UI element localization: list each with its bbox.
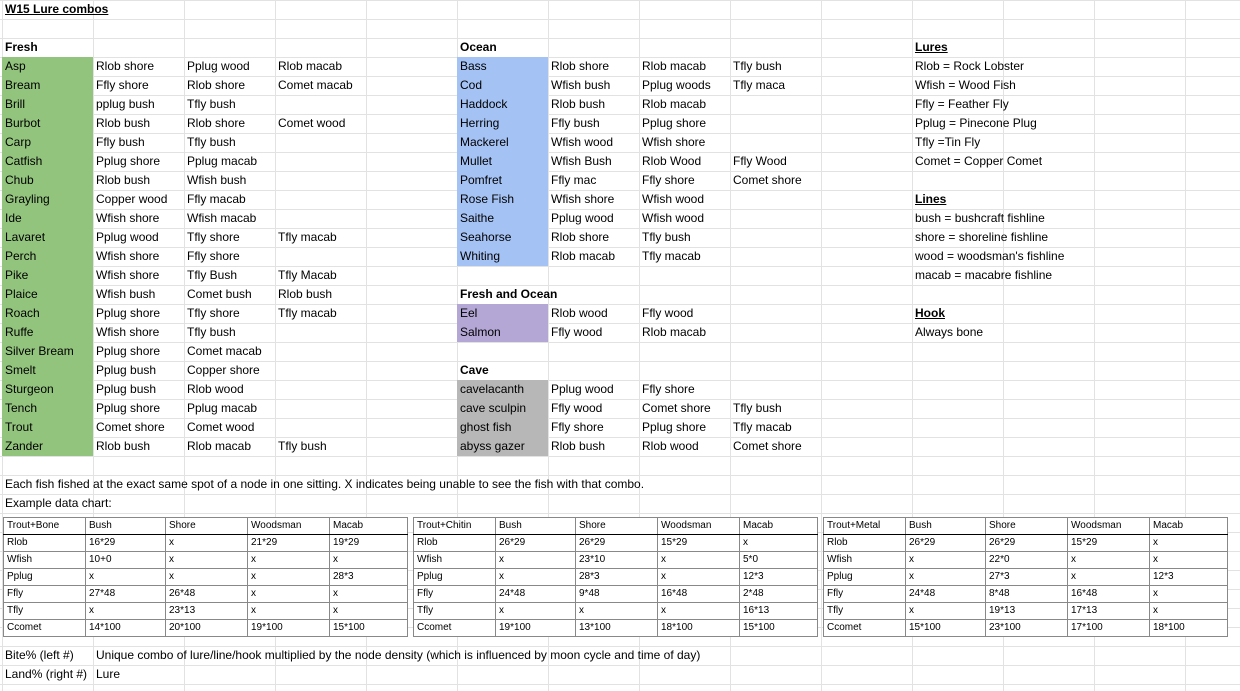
fresh-fish-cell[interactable]: Ide	[2, 209, 93, 228]
table-cell: 19*13	[986, 603, 1068, 620]
fresh-fish-cell[interactable]: Roach	[2, 304, 93, 323]
table-cell: 23*13	[166, 603, 248, 620]
table-row	[414, 552, 818, 569]
combo-cell[interactable]: Ffly macab	[187, 192, 246, 206]
table-cell: 2*48	[740, 586, 818, 603]
lure-definition[interactable]: Pplug = Pinecone Plug	[915, 116, 1037, 130]
table-cell: 28*3	[330, 569, 408, 586]
table-row	[414, 535, 818, 552]
combo-cell[interactable]: Wfish wood	[642, 192, 705, 206]
table-cell: x	[496, 552, 576, 569]
combo-cell[interactable]: Ffly shore	[96, 78, 149, 92]
table-row	[824, 603, 1228, 620]
table-cell: 16*29	[86, 535, 166, 552]
table-cell: 18*100	[658, 620, 740, 637]
combo-cell[interactable]: Pplug macab	[187, 154, 258, 168]
table-cell: Rlob	[4, 535, 86, 552]
fresh-fish-cell[interactable]: Grayling	[2, 190, 93, 209]
table-cell: 24*48	[496, 586, 576, 603]
table-cell: 27*48	[86, 586, 166, 603]
combo-cell[interactable]: Wfish wood	[642, 211, 705, 225]
table-cell: x	[248, 569, 330, 586]
table-row	[414, 603, 818, 620]
combo-cell[interactable]: Tfly bush	[278, 439, 327, 453]
table-cell: Tfly	[824, 603, 906, 620]
combo-cell[interactable]: Pplug wood	[96, 230, 159, 244]
combo-cell[interactable]: Wfish shore	[96, 268, 160, 282]
combo-cell[interactable]: Rlob bush	[96, 439, 151, 453]
combo-cell[interactable]: Ffly bush	[551, 116, 600, 130]
combo-cell[interactable]: Copper shore	[187, 363, 260, 377]
table-row	[414, 586, 818, 603]
combo-cell[interactable]: Tfly bush	[642, 230, 691, 244]
hook-definition[interactable]: Always bone	[915, 325, 984, 339]
table-cell: 15*100	[906, 620, 986, 637]
combo-cell[interactable]: Comet shore	[642, 401, 711, 415]
combo-cell[interactable]: Pplug woods	[642, 78, 711, 92]
combo-cell[interactable]: Comet shore	[733, 173, 802, 187]
combo-cell[interactable]: Ffly wood	[642, 306, 694, 320]
fresh-ocean-fish-cell[interactable]: Eel	[457, 304, 548, 323]
table-cell: Wfish	[414, 552, 496, 569]
table-cell: x	[1150, 552, 1228, 569]
example-data-table	[413, 517, 818, 637]
combo-cell[interactable]: Pplug macab	[187, 401, 258, 415]
table-cell: Wfish	[4, 552, 86, 569]
combo-cell[interactable]: Rlob shore	[187, 116, 246, 130]
table-cell: 12*3	[1150, 569, 1228, 586]
combo-cell[interactable]: Comet wood	[278, 116, 346, 130]
combo-cell[interactable]: Rlob macab	[278, 59, 343, 73]
table-cell: x	[906, 552, 986, 569]
table-cell: x	[658, 603, 740, 620]
combo-cell[interactable]: Rlob Wood	[642, 154, 702, 168]
table-cell: 18*100	[1150, 620, 1228, 637]
legend-description[interactable]: Unique combo of lure/line/hook multiplied by the node density (which is influenced by moon cycle and time of day)	[96, 648, 701, 662]
combo-cell[interactable]: Comet macab	[187, 344, 262, 358]
line-definition[interactable]: wood = woodsman's fishline	[915, 249, 1065, 263]
fresh-header[interactable]: Fresh	[5, 40, 38, 54]
ocean-header[interactable]: Ocean	[460, 40, 497, 54]
combo-cell[interactable]: Comet wood	[187, 420, 255, 434]
legend-key[interactable]: Bite% (left #)	[5, 648, 74, 662]
combo-cell[interactable]: Wfish shore	[96, 211, 160, 225]
table-cell: 12*3	[740, 569, 818, 586]
fresh-fish-cell[interactable]: Brill	[2, 95, 93, 114]
combo-cell[interactable]: Ffly shore	[642, 382, 695, 396]
table-cell: Ffly	[4, 586, 86, 603]
table-cell: x	[330, 603, 408, 620]
cave-fish-cell[interactable]: abyss gazer	[457, 437, 548, 456]
table-cell: x	[740, 535, 818, 552]
combo-cell[interactable]: Comet macab	[278, 78, 353, 92]
combo-cell[interactable]: Rlob shore	[551, 230, 610, 244]
table-cell: x	[906, 603, 986, 620]
lines-header[interactable]: Lines	[915, 192, 947, 206]
table-cell: 14*100	[86, 620, 166, 637]
ocean-fish-cell[interactable]: Mackerel	[457, 133, 548, 152]
table-header-cell: Macab	[1150, 518, 1228, 535]
table-cell: x	[248, 586, 330, 603]
line-definition[interactable]: shore = shoreline fishline	[915, 230, 1049, 244]
table-cell: x	[1068, 552, 1150, 569]
table-cell: x	[496, 569, 576, 586]
table-cell: Ffly	[414, 586, 496, 603]
combo-cell[interactable]: Tfly bush	[187, 97, 236, 111]
ocean-fish-cell[interactable]: Bass	[457, 57, 548, 76]
table-cell: 8*48	[986, 586, 1068, 603]
table-header-cell: Bush	[906, 518, 986, 535]
fresh-fish-cell[interactable]: Carp	[2, 133, 93, 152]
fresh-fish-cell[interactable]: Pike	[2, 266, 93, 285]
combo-cell[interactable]: Tfly shore	[187, 306, 240, 320]
combo-cell[interactable]: Rlob macab	[642, 325, 707, 339]
table-cell: Rlob	[414, 535, 496, 552]
combo-cell[interactable]: Rlob macab	[642, 97, 707, 111]
note-text[interactable]: Each fish fished at the exact same spot of a node in one sitting. X indicates being unable to see the fish with that combo.	[5, 477, 645, 491]
combo-cell[interactable]: Tfly bush	[187, 135, 236, 149]
table-header-cell: Shore	[576, 518, 658, 535]
table-cell: 5*0	[740, 552, 818, 569]
combo-cell[interactable]: Tfly macab	[642, 249, 701, 263]
table-row	[4, 586, 408, 603]
combo-cell[interactable]: Rlob shore	[187, 78, 246, 92]
combo-cell[interactable]: Ffly wood	[551, 325, 603, 339]
table-cell: Tfly	[414, 603, 496, 620]
combo-cell[interactable]: Pplug bush	[96, 382, 157, 396]
table-header-cell: Shore	[166, 518, 248, 535]
table-header-cell: Bush	[496, 518, 576, 535]
fresh-fish-cell[interactable]: Chub	[2, 171, 93, 190]
table-cell: x	[248, 552, 330, 569]
table-cell: 16*48	[1068, 586, 1150, 603]
lure-definition[interactable]: Wfish = Wood Fish	[915, 78, 1016, 92]
combo-cell[interactable]: Pplug shore	[96, 306, 161, 320]
table-cell: Tfly	[4, 603, 86, 620]
combo-cell[interactable]: Pplug bush	[96, 363, 157, 377]
combo-cell[interactable]: Rlob bush	[278, 287, 333, 301]
sheet-title[interactable]: W15 Lure combos	[5, 2, 109, 16]
combo-cell[interactable]: Ffly wood	[551, 401, 603, 415]
table-cell: x	[86, 603, 166, 620]
combo-cell[interactable]: Rlob shore	[551, 59, 610, 73]
table-cell: 13*100	[576, 620, 658, 637]
combo-cell[interactable]: Wfish bush	[187, 173, 247, 187]
fresh-fish-cell[interactable]: Tench	[2, 399, 93, 418]
ocean-fish-cell[interactable]: Herring	[457, 114, 548, 133]
combo-cell[interactable]: Tfly bush	[733, 401, 782, 415]
combo-cell[interactable]: Rlob wood	[551, 306, 608, 320]
table-cell: x	[248, 603, 330, 620]
fresh-ocean-header[interactable]: Fresh and Ocean	[460, 287, 558, 301]
table-cell: 20*100	[166, 620, 248, 637]
combo-cell[interactable]: Ffly bush	[96, 135, 145, 149]
table-header-cell: Shore	[986, 518, 1068, 535]
cave-fish-cell[interactable]: cavelacanth	[457, 380, 548, 399]
table-row	[824, 552, 1228, 569]
table-cell: 24*48	[906, 586, 986, 603]
table-cell: Wfish	[824, 552, 906, 569]
line-definition[interactable]: bush = bushcraft fishline	[915, 211, 1045, 225]
ocean-fish-cell[interactable]: Pomfret	[457, 171, 548, 190]
table-cell: 28*3	[576, 569, 658, 586]
table-cell: 27*3	[986, 569, 1068, 586]
table-row	[824, 569, 1228, 586]
table-cell: 23*10	[576, 552, 658, 569]
fresh-fish-cell[interactable]: Lavaret	[2, 228, 93, 247]
cave-fish-cell[interactable]: cave sculpin	[457, 399, 548, 418]
table-cell: 23*100	[986, 620, 1068, 637]
combo-cell[interactable]: Wfish shore	[551, 192, 615, 206]
combo-cell[interactable]: Rlob bush	[551, 97, 606, 111]
combo-cell[interactable]: Wfish shore	[96, 325, 160, 339]
table-header-cell: Woodsman	[658, 518, 740, 535]
ocean-fish-cell[interactable]: Rose Fish	[457, 190, 548, 209]
table-cell: x	[166, 569, 248, 586]
combo-cell[interactable]: Tfly bush	[733, 59, 782, 73]
combo-cell[interactable]: Tfly Bush	[187, 268, 238, 282]
fresh-fish-cell[interactable]: Zander	[2, 437, 93, 456]
table-cell: x	[576, 603, 658, 620]
table-cell: 19*100	[496, 620, 576, 637]
hook-header[interactable]: Hook	[915, 306, 945, 320]
line-definition[interactable]: macab = macabre fishline	[915, 268, 1053, 282]
table-cell: 17*100	[1068, 620, 1150, 637]
table-row	[4, 620, 408, 637]
table-cell: 16*13	[740, 603, 818, 620]
combo-cell[interactable]: Tfly Macab	[278, 268, 337, 282]
combo-cell[interactable]: Wfish wood	[551, 135, 614, 149]
ocean-fish-cell[interactable]: Saithe	[457, 209, 548, 228]
combo-cell[interactable]: Ffly shore	[187, 249, 240, 263]
combo-cell[interactable]: Tfly shore	[187, 230, 240, 244]
combo-cell[interactable]: Wfish bush	[96, 287, 156, 301]
table-cell: 10+0	[86, 552, 166, 569]
combo-cell[interactable]: Wfish shore	[642, 135, 706, 149]
combo-cell[interactable]: Rlob macab	[187, 439, 252, 453]
table-row	[414, 569, 818, 586]
fresh-fish-cell[interactable]: Sturgeon	[2, 380, 93, 399]
table-cell: 17*13	[1068, 603, 1150, 620]
table-header-cell: Trout+Metal	[824, 518, 906, 535]
table-cell: x	[166, 552, 248, 569]
table-cell: x	[658, 552, 740, 569]
table-cell: Rlob	[824, 535, 906, 552]
table-cell: 22*0	[986, 552, 1068, 569]
combo-cell[interactable]: Pplug wood	[551, 211, 614, 225]
table-cell: Pplug	[414, 569, 496, 586]
table-cell: 26*29	[906, 535, 986, 552]
table-header-cell: Trout+Bone	[4, 518, 86, 535]
lure-definition[interactable]: Rlob = Rock Lobster	[915, 59, 1025, 73]
table-cell: x	[906, 569, 986, 586]
combo-cell[interactable]: Rlob shore	[96, 59, 155, 73]
combo-cell[interactable]: Pplug shore	[642, 420, 707, 434]
combo-cell[interactable]: Ffly mac	[551, 173, 597, 187]
lure-definition[interactable]: Tfly =Tin Fly	[915, 135, 981, 149]
table-row	[414, 620, 818, 637]
table-cell: Ccomet	[414, 620, 496, 637]
table-cell: 15*100	[330, 620, 408, 637]
table-row	[4, 569, 408, 586]
fresh-fish-cell[interactable]: Trout	[2, 418, 93, 437]
table-cell: x	[1150, 535, 1228, 552]
table-cell: 15*29	[658, 535, 740, 552]
table-header-cell: Bush	[86, 518, 166, 535]
combo-cell[interactable]: Rlob bush	[96, 173, 151, 187]
combo-cell[interactable]: pplug bush	[96, 97, 155, 111]
fresh-fish-cell[interactable]: Smelt	[2, 361, 93, 380]
combo-cell[interactable]: Pplug shore	[96, 401, 161, 415]
combo-cell[interactable]: Rlob macab	[551, 249, 616, 263]
combo-cell[interactable]: Copper wood	[96, 192, 168, 206]
table-cell: 26*48	[166, 586, 248, 603]
example-data-table	[823, 517, 1228, 637]
cave-fish-cell[interactable]: ghost fish	[457, 418, 548, 437]
combo-cell[interactable]: Ffly Wood	[733, 154, 787, 168]
table-header-cell: Macab	[740, 518, 818, 535]
table-cell: Pplug	[824, 569, 906, 586]
table-row	[4, 535, 408, 552]
cave-header[interactable]: Cave	[460, 363, 489, 377]
combo-cell[interactable]: Rlob wood	[187, 382, 244, 396]
table-row	[824, 620, 1228, 637]
fresh-ocean-fish-cell[interactable]: Salmon	[457, 323, 548, 342]
fresh-fish-cell[interactable]: Silver Bream	[2, 342, 93, 361]
legend-description[interactable]: Lure	[96, 667, 121, 681]
table-cell: x	[496, 603, 576, 620]
table-cell: x	[330, 586, 408, 603]
table-cell: 19*29	[330, 535, 408, 552]
ocean-fish-cell[interactable]: Cod	[457, 76, 548, 95]
combo-cell[interactable]: Pplug wood	[551, 382, 614, 396]
table-header-cell: Trout+Chitin	[414, 518, 496, 535]
table-header-cell: Woodsman	[1068, 518, 1150, 535]
combo-cell[interactable]: Ffly shore	[642, 173, 695, 187]
fresh-fish-cell[interactable]: Burbot	[2, 114, 93, 133]
combo-cell[interactable]: Tfly maca	[733, 78, 786, 92]
table-cell: 21*29	[248, 535, 330, 552]
combo-cell[interactable]: Rlob macab	[642, 59, 707, 73]
table-cell: x	[330, 552, 408, 569]
combo-cell[interactable]: Pplug shore	[642, 116, 707, 130]
ocean-fish-cell[interactable]: Mullet	[457, 152, 548, 171]
ocean-fish-cell[interactable]: Seahorse	[457, 228, 548, 247]
fresh-fish-cell[interactable]: Ruffe	[2, 323, 93, 342]
combo-cell[interactable]: Pplug wood	[187, 59, 250, 73]
table-cell: Ccomet	[824, 620, 906, 637]
table-header-cell: Woodsman	[248, 518, 330, 535]
combo-cell[interactable]: Wfish macab	[187, 211, 257, 225]
table-row	[824, 586, 1228, 603]
lure-definition[interactable]: Ffly = Feather Fly	[915, 97, 1009, 111]
fresh-fish-cell[interactable]: Bream	[2, 76, 93, 95]
combo-cell[interactable]: Tfly macab	[278, 230, 337, 244]
combo-cell[interactable]: Comet shore	[96, 420, 165, 434]
combo-cell[interactable]: Wfish bush	[551, 78, 611, 92]
legend-key[interactable]: Land% (right #)	[5, 667, 88, 681]
table-cell: x	[1150, 586, 1228, 603]
table-cell: x	[658, 569, 740, 586]
table-header-cell: Macab	[330, 518, 408, 535]
combo-cell[interactable]: Tfly bush	[187, 325, 236, 339]
ocean-fish-cell[interactable]: Haddock	[457, 95, 548, 114]
table-row	[4, 603, 408, 620]
example-data-table	[3, 517, 408, 637]
table-cell: 15*100	[740, 620, 818, 637]
combo-cell[interactable]: Wfish shore	[96, 249, 160, 263]
combo-cell[interactable]: Rlob bush	[96, 116, 151, 130]
table-cell: x	[1068, 569, 1150, 586]
combo-cell[interactable]: Tfly macab	[278, 306, 337, 320]
fresh-fish-cell[interactable]: Plaice	[2, 285, 93, 304]
ocean-fish-cell[interactable]: Whiting	[457, 247, 548, 266]
table-cell: 16*48	[658, 586, 740, 603]
combo-cell[interactable]: Pplug shore	[96, 154, 161, 168]
fresh-fish-cell[interactable]: Asp	[2, 57, 93, 76]
combo-cell[interactable]: Comet bush	[187, 287, 252, 301]
table-row	[824, 535, 1228, 552]
combo-cell[interactable]: Rlob bush	[551, 439, 606, 453]
table-cell: Ccomet	[4, 620, 86, 637]
table-cell: 9*48	[576, 586, 658, 603]
table-cell: x	[1150, 603, 1228, 620]
fresh-fish-cell[interactable]: Perch	[2, 247, 93, 266]
table-cell: Pplug	[4, 569, 86, 586]
combo-cell[interactable]: Comet shore	[733, 439, 802, 453]
combo-cell[interactable]: Pplug shore	[96, 344, 161, 358]
lure-definition[interactable]: Comet = Copper Comet	[915, 154, 1043, 168]
table-cell: 26*29	[986, 535, 1068, 552]
table-cell: Ffly	[824, 586, 906, 603]
combo-cell[interactable]: Rlob wood	[642, 439, 699, 453]
table-cell: 26*29	[576, 535, 658, 552]
table-row	[4, 552, 408, 569]
combo-cell[interactable]: Tfly macab	[733, 420, 792, 434]
example-label[interactable]: Example data chart:	[5, 496, 112, 510]
table-cell: 26*29	[496, 535, 576, 552]
table-cell: x	[166, 535, 248, 552]
table-cell: 15*29	[1068, 535, 1150, 552]
table-cell: 19*100	[248, 620, 330, 637]
combo-cell[interactable]: Ffly shore	[551, 420, 604, 434]
lures-header[interactable]: Lures	[915, 40, 948, 54]
table-cell: x	[86, 569, 166, 586]
combo-cell[interactable]: Wfish Bush	[551, 154, 612, 168]
fresh-fish-cell[interactable]: Catfish	[2, 152, 93, 171]
